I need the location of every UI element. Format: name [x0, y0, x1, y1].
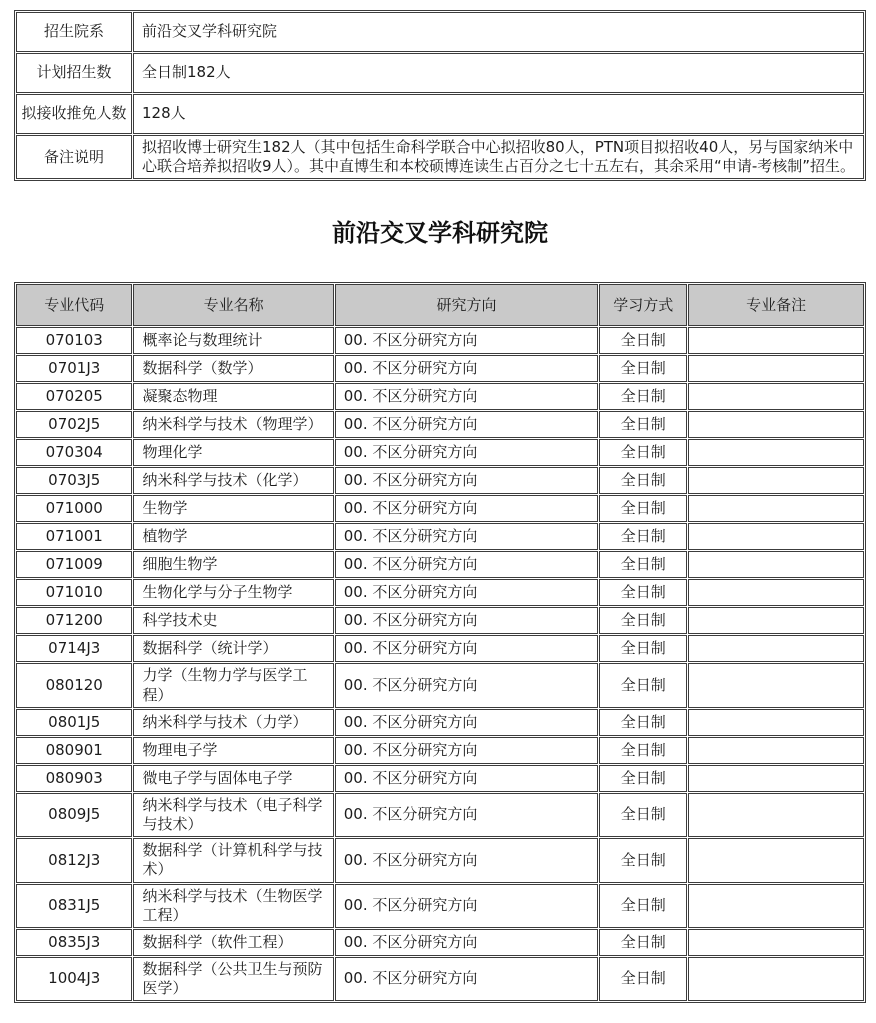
program-cell-code: 1004J3: [16, 957, 132, 1001]
info-row-value: 全日制182人: [133, 53, 864, 93]
program-cell-direction: 00. 不区分研究方向: [335, 635, 599, 662]
program-cell-code: 080120: [16, 663, 132, 707]
program-cell-code: 071000: [16, 495, 132, 522]
info-row-value: 拟招收博士研究生182人（其中包括生命科学联合中心拟招收80人，PTN项目拟招收40人，另与国家纳米中心联合培养拟招收9人）。其中直博生和本校硕博连读生占百分之七十五左右，其余采用“申请-考核制”招生。: [133, 135, 864, 179]
program-cell-note: [688, 737, 864, 764]
program-row: [16, 929, 864, 956]
program-cell-note: [688, 838, 864, 882]
column-header: 专业名称: [133, 284, 333, 326]
program-cell-code: 070205: [16, 383, 132, 410]
program-cell-direction: 00. 不区分研究方向: [335, 495, 599, 522]
program-cell-note: [688, 929, 864, 956]
program-cell-direction: 00. 不区分研究方向: [335, 327, 599, 354]
program-cell-mode: 全日制: [599, 709, 687, 736]
program-cell-code: 080903: [16, 765, 132, 792]
column-header: 学习方式: [599, 284, 687, 326]
program-cell-code: 080901: [16, 737, 132, 764]
program-cell-note: [688, 884, 864, 928]
program-row: [16, 523, 864, 550]
program-cell-mode: 全日制: [599, 467, 687, 494]
program-cell-direction: 00. 不区分研究方向: [335, 579, 599, 606]
info-row: [16, 94, 864, 134]
program-cell-code: 0812J3: [16, 838, 132, 882]
program-cell-direction: 00. 不区分研究方向: [335, 737, 599, 764]
program-cell-note: [688, 523, 864, 550]
program-cell-direction: 00. 不区分研究方向: [335, 411, 599, 438]
program-cell-code: 0703J5: [16, 467, 132, 494]
program-cell-code: 0801J5: [16, 709, 132, 736]
program-cell-mode: 全日制: [599, 439, 687, 466]
program-cell-direction: 00. 不区分研究方向: [335, 355, 599, 382]
program-cell-direction: 00. 不区分研究方向: [335, 663, 599, 707]
program-row: [16, 635, 864, 662]
program-cell-note: [688, 383, 864, 410]
program-cell-note: [688, 551, 864, 578]
program-cell-name: 数据科学（公共卫生与预防医学）: [133, 957, 333, 1001]
program-cell-name: 概率论与数理统计: [133, 327, 333, 354]
program-cell-note: [688, 467, 864, 494]
program-cell-note: [688, 355, 864, 382]
program-row: [16, 765, 864, 792]
program-row: [16, 884, 864, 928]
program-cell-name: 纳米科学与技术（生物医学工程）: [133, 884, 333, 928]
column-header: 专业代码: [16, 284, 132, 326]
program-row: [16, 383, 864, 410]
info-row-label: 招生院系: [16, 12, 132, 52]
program-cell-name: 纳米科学与技术（电子科学与技术）: [133, 793, 333, 837]
program-cell-mode: 全日制: [599, 383, 687, 410]
info-row: [16, 12, 864, 52]
program-cell-name: 科学技术史: [133, 607, 333, 634]
program-cell-code: 070304: [16, 439, 132, 466]
program-cell-direction: 00. 不区分研究方向: [335, 383, 599, 410]
program-cell-note: [688, 327, 864, 354]
program-row: [16, 663, 864, 707]
program-cell-name: 物理化学: [133, 439, 333, 466]
program-cell-direction: 00. 不区分研究方向: [335, 884, 599, 928]
info-row: [16, 135, 864, 179]
program-row: [16, 607, 864, 634]
program-cell-name: 细胞生物学: [133, 551, 333, 578]
program-row: [16, 579, 864, 606]
program-cell-mode: 全日制: [599, 495, 687, 522]
program-row: [16, 495, 864, 522]
program-cell-name: 纳米科学与技术（化学）: [133, 467, 333, 494]
program-cell-note: [688, 439, 864, 466]
program-cell-note: [688, 765, 864, 792]
program-cell-code: 0701J3: [16, 355, 132, 382]
program-cell-mode: 全日制: [599, 551, 687, 578]
program-cell-mode: 全日制: [599, 327, 687, 354]
program-cell-direction: 00. 不区分研究方向: [335, 838, 599, 882]
program-row: [16, 737, 864, 764]
program-row: [16, 793, 864, 837]
program-cell-name: 数据科学（数学）: [133, 355, 333, 382]
program-cell-mode: 全日制: [599, 411, 687, 438]
program-row: [16, 551, 864, 578]
program-cell-mode: 全日制: [599, 663, 687, 707]
info-row-label: 备注说明: [16, 135, 132, 179]
program-cell-code: 0702J5: [16, 411, 132, 438]
program-cell-direction: 00. 不区分研究方向: [335, 551, 599, 578]
program-cell-note: [688, 663, 864, 707]
program-cell-note: [688, 793, 864, 837]
column-header: 研究方向: [335, 284, 599, 326]
program-row: [16, 327, 864, 354]
program-cell-mode: 全日制: [599, 355, 687, 382]
program-cell-mode: 全日制: [599, 765, 687, 792]
program-table: [14, 282, 866, 1003]
program-row: [16, 355, 864, 382]
program-cell-code: 0809J5: [16, 793, 132, 837]
program-row: [16, 467, 864, 494]
program-cell-direction: 00. 不区分研究方向: [335, 467, 599, 494]
program-cell-mode: 全日制: [599, 523, 687, 550]
program-cell-code: 070103: [16, 327, 132, 354]
program-cell-mode: 全日制: [599, 838, 687, 882]
program-cell-note: [688, 709, 864, 736]
program-cell-mode: 全日制: [599, 607, 687, 634]
program-cell-note: [688, 607, 864, 634]
program-cell-direction: 00. 不区分研究方向: [335, 929, 599, 956]
program-cell-name: 生物化学与分子生物学: [133, 579, 333, 606]
program-cell-direction: 00. 不区分研究方向: [335, 793, 599, 837]
program-cell-code: 0835J3: [16, 929, 132, 956]
program-cell-mode: 全日制: [599, 929, 687, 956]
column-header: 专业备注: [688, 284, 864, 326]
program-row: [16, 439, 864, 466]
program-cell-name: 生物学: [133, 495, 333, 522]
program-cell-mode: 全日制: [599, 737, 687, 764]
program-row: [16, 709, 864, 736]
section-title: 前沿交叉学科研究院: [332, 219, 548, 248]
program-table-header-row: [16, 284, 864, 326]
info-row-value: 128人: [133, 94, 864, 134]
program-cell-direction: 00. 不区分研究方向: [335, 607, 599, 634]
program-row: [16, 838, 864, 882]
program-cell-mode: 全日制: [599, 793, 687, 837]
program-cell-mode: 全日制: [599, 635, 687, 662]
program-cell-name: 植物学: [133, 523, 333, 550]
program-cell-direction: 00. 不区分研究方向: [335, 439, 599, 466]
program-cell-direction: 00. 不区分研究方向: [335, 765, 599, 792]
program-cell-note: [688, 411, 864, 438]
info-row-value: 前沿交叉学科研究院: [133, 12, 864, 52]
program-cell-mode: 全日制: [599, 957, 687, 1001]
program-cell-code: 0714J3: [16, 635, 132, 662]
program-cell-direction: 00. 不区分研究方向: [335, 957, 599, 1001]
info-row: [16, 53, 864, 93]
program-cell-code: 071010: [16, 579, 132, 606]
program-cell-note: [688, 579, 864, 606]
info-row-label: 拟接收推免人数: [16, 94, 132, 134]
program-cell-code: 0831J5: [16, 884, 132, 928]
program-cell-code: 071200: [16, 607, 132, 634]
program-cell-note: [688, 495, 864, 522]
program-cell-note: [688, 957, 864, 1001]
program-cell-direction: 00. 不区分研究方向: [335, 709, 599, 736]
program-cell-direction: 00. 不区分研究方向: [335, 523, 599, 550]
program-cell-mode: 全日制: [599, 884, 687, 928]
admission-info-table: [14, 10, 866, 181]
program-cell-name: 纳米科学与技术（物理学）: [133, 411, 333, 438]
program-cell-mode: 全日制: [599, 579, 687, 606]
program-cell-code: 071001: [16, 523, 132, 550]
program-row: [16, 957, 864, 1001]
program-cell-name: 数据科学（软件工程）: [133, 929, 333, 956]
program-cell-name: 凝聚态物理: [133, 383, 333, 410]
program-cell-name: 纳米科学与技术（力学）: [133, 709, 333, 736]
program-cell-note: [688, 635, 864, 662]
program-cell-name: 物理电子学: [133, 737, 333, 764]
program-row: [16, 411, 864, 438]
program-cell-name: 数据科学（统计学）: [133, 635, 333, 662]
program-cell-name: 力学（生物力学与医学工程）: [133, 663, 333, 707]
program-cell-code: 071009: [16, 551, 132, 578]
program-cell-name: 数据科学（计算机科学与技术）: [133, 838, 333, 882]
info-row-label: 计划招生数: [16, 53, 132, 93]
program-cell-name: 微电子学与固体电子学: [133, 765, 333, 792]
